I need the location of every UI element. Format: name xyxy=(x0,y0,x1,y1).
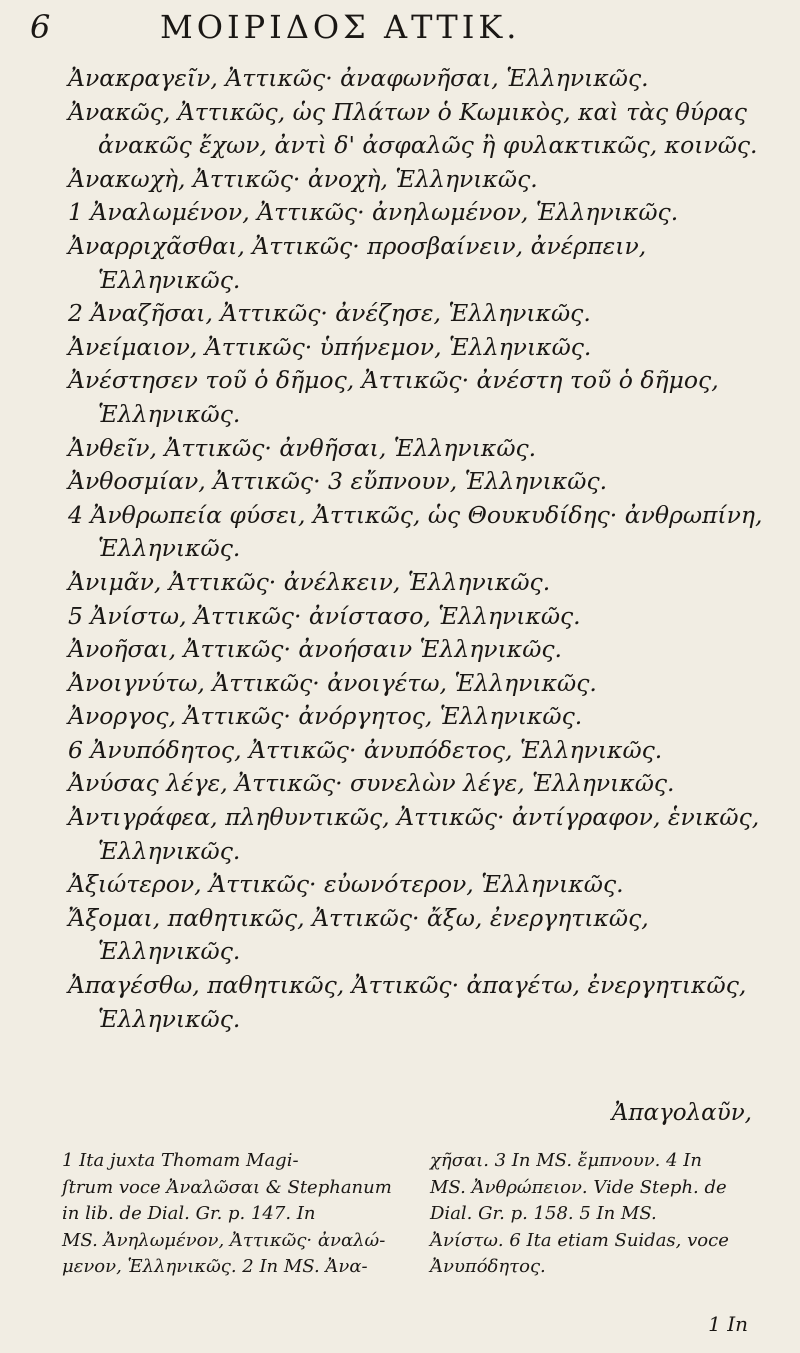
lexicon-entry: 4 Ἀνθρωπεία φύσει, Ἀττικῶς, ὡς Θουκυδίδης· ἀνθρωπίνη, Ἑλληνικῶς. xyxy=(68,500,763,563)
footnotes-right-column xyxy=(430,1148,778,1281)
lexicon-entry: Ἀναρριχᾶσθαι, Ἀττικῶς· προσβαίνειν, ἀνέρπειν, Ἑλληνικῶς. xyxy=(68,231,647,294)
footnotes-left-column xyxy=(62,1148,406,1281)
footnote-line: ſtrum voce Ἀναλῶσαι & Stephanum xyxy=(62,1176,392,1198)
lexicon-entry: 6 Ἀνυπόδητος, Ἀττικῶς· ἀνυπόδετος, Ἑλληνικῶς. xyxy=(68,735,663,764)
running-head: ΜΟΙΡΙΔΟΣ ΑΤΤΙΚ. xyxy=(160,8,521,46)
lexicon-entry: Ἀνύσας λέγε, Ἀττικῶς· συνελὼν λέγε, Ἑλληνικῶς. xyxy=(68,769,675,798)
lexicon-entries xyxy=(68,62,776,1036)
footnote-line: μενον, Ἑλληνικῶς. 2 In MS. Ἀνα- xyxy=(62,1256,368,1277)
lexicon-entry: Ἀνοργος, Ἀττικῶς· ἀνόργητος, Ἑλληνικῶς. xyxy=(68,702,583,731)
lexicon-entry: Ἀνακωχὴ, Ἀττικῶς· ἀνοχὴ, Ἑλληνικῶς. xyxy=(68,164,538,193)
lexicon-entry: Ἀνακῶς, Ἀττικῶς, ὡς Πλάτων ὁ Κωμικὸς, καὶ τὰς θύρας ἀνακῶς ἔχων, ἀντὶ δ' ἀσφαλῶς ἢ φυλακτικῶς, κοινῶς. xyxy=(68,97,758,160)
catchword: Ἀπαγολαῦν, xyxy=(611,1100,752,1126)
page-number: 6 xyxy=(30,8,51,46)
lexicon-entry: Ἀνακραγεῖν, Ἀττικῶς· ἀναφωνῆσαι, Ἑλληνικῶς. xyxy=(68,64,649,92)
lexicon-entry: Ἀξιώτερον, Ἀττικῶς· εὐωνότερον, Ἑλληνικῶς. xyxy=(68,870,624,899)
page-header xyxy=(30,6,770,50)
footnote-line: Dial. Gr. p. 158. 5 In MS. xyxy=(430,1203,657,1224)
lexicon-entry: Ἀπαγέσθω, παθητικῶς, Ἀττικῶς· ἀπαγέτω, ἐνεργητικῶς, Ἑλληνικῶς. xyxy=(68,971,747,1033)
lexicon-entry: Ἄξομαι, παθητικῶς, Ἀττικῶς· ἄξω, ἐνεργητικῶς, Ἑλληνικῶς. xyxy=(68,903,649,966)
lexicon-entry: 2 Ἀναζῆσαι, Ἀττικῶς· ἀνέζησε, Ἑλληνικῶς. xyxy=(68,299,591,328)
footnote-line: in lib. de Dial. Gr. p. 147. In xyxy=(62,1203,316,1224)
lexicon-entry: Ἀνείμαιον, Ἀττικῶς· ὑπήνεμον, Ἑλληνικῶς. xyxy=(68,332,592,361)
lexicon-entry: Ἀνιμᾶν, Ἀττικῶς· ἀνέλκειν, Ἑλληνικῶς. xyxy=(68,567,551,596)
lexicon-entry: 5 Ἀνίστω, Ἀττικῶς· ἀνίστασο, Ἑλληνικῶς. xyxy=(68,601,581,630)
lexicon-entry: Ἀντιγράφεα, πληθυντικῶς, Ἀττικῶς· ἀντίγραφον, ἑνικῶς, Ἑλληνικῶς. xyxy=(68,803,760,865)
lexicon-entry: Ἀνοῆσαι, Ἀττικῶς· ἀνοήσαιν Ἑλληνικῶς. xyxy=(68,635,563,664)
footnote-line: 1 Ita juxta Thomam Magi- xyxy=(62,1150,299,1171)
footnote-line: MS. Ἀνθρώπειον. Vide Steph. de xyxy=(430,1176,727,1198)
footnote-catchword: 1 In xyxy=(708,1312,748,1336)
lexicon-entry: 1 Ἀναλωμένον, Ἀττικῶς· ἀνηλωμένον, Ἑλληνικῶς. xyxy=(68,198,679,227)
footnote-line: χῆσαι. 3 In MS. ἔμπνουν. 4 In xyxy=(430,1150,702,1171)
footnote-line: Ἀνυπόδητος. xyxy=(430,1256,546,1277)
footnote-line: MS. Ἀνηλωμένον, Ἀττικῶς· ἀναλώ- xyxy=(62,1229,386,1251)
lexicon-entry: Ἀνθεῖν, Ἀττικῶς· ἀνθῆσαι, Ἑλληνικῶς. xyxy=(68,433,537,462)
lexicon-entry: Ἀνέστησεν τοῦ ὁ δῆμος, Ἀττικῶς· ἀνέστη τοῦ ὁ δῆμος, Ἑλληνικῶς. xyxy=(68,366,719,428)
footnote-line: Ἀνίστω. 6 Ita etiam Suidas, voce xyxy=(430,1229,729,1251)
lexicon-entry: Ἀνοιγνύτω, Ἀττικῶς· ἀνοιγέτω, Ἑλληνικῶς. xyxy=(68,668,597,697)
lexicon-entry: Ἀνθοσμίαν, Ἀττικῶς· 3 εὔπνουν, Ἑλληνικῶς. xyxy=(68,467,608,496)
